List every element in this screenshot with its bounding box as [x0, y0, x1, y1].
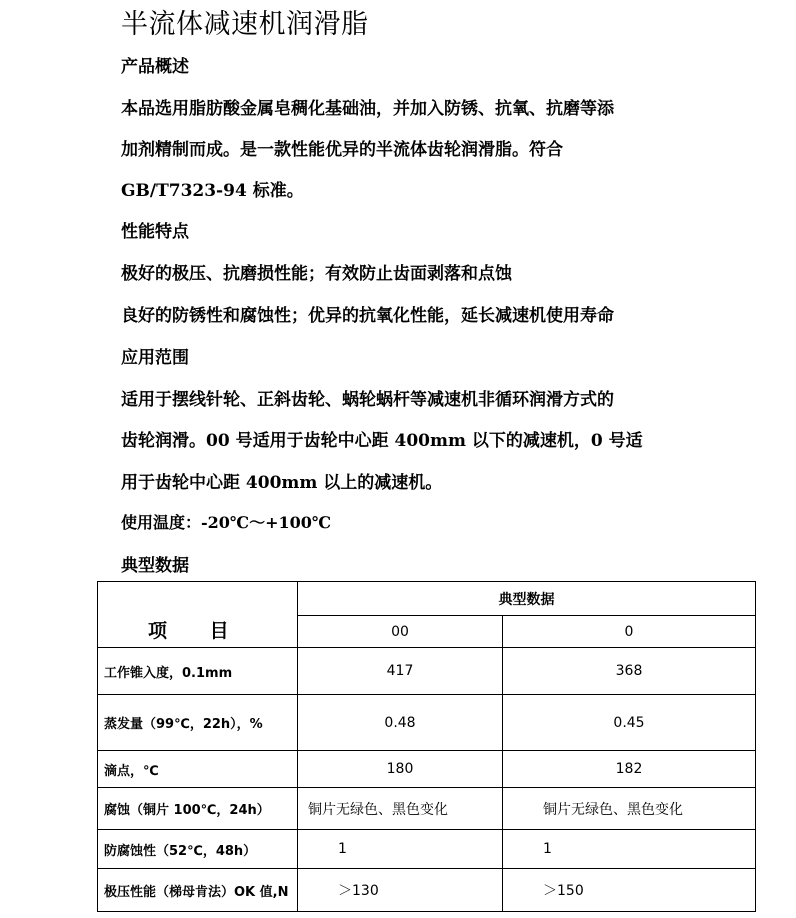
table-row — [98, 695, 756, 751]
row-value-00: 铜片无绿色、黑色变化 — [298, 788, 503, 830]
overview-line-3: GB/T7323-94 标准。 — [121, 181, 304, 201]
table-row — [98, 648, 756, 695]
row-label: 防腐蚀性（52℃，48h） — [98, 830, 298, 869]
document-title: 半流体减速机润滑脂 — [121, 9, 369, 40]
row-value-0: ＞150 — [503, 869, 756, 912]
features-heading: 性能特点 — [121, 222, 189, 242]
typical-data-heading: 典型数据 — [121, 556, 189, 576]
overview-heading: 产品概述 — [121, 57, 189, 77]
row-value-00: 180 — [298, 751, 503, 788]
row-label: 滴点，℃ — [98, 751, 298, 788]
item-header: 项 目 — [98, 582, 298, 648]
row-value-00: 1 — [298, 830, 503, 869]
row-value-0: 铜片无绿色、黑色变化 — [503, 788, 756, 830]
table-row — [98, 830, 756, 869]
group-header: 典型数据 — [298, 582, 756, 616]
grade-00-header: 00 — [298, 616, 503, 648]
typical-data-table — [97, 581, 756, 912]
row-value-00: 417 — [298, 648, 503, 695]
application-line-1: 适用于摆线针轮、正斜齿轮、蜗轮蜗杆等减速机非循环润滑方式的 — [121, 390, 614, 410]
overview-line-2: 加剂精制而成。是一款性能优异的半流体齿轮润滑脂。符合 — [121, 140, 563, 160]
row-label: 蒸发量（99℃，22h），% — [98, 695, 298, 751]
temperature-line: 使用温度：-20℃～+100℃ — [121, 513, 332, 532]
row-value-0: 1 — [503, 830, 756, 869]
application-line-2: 齿轮润滑。00 号适用于齿轮中心距 400mm 以下的减速机，0 号适 — [121, 431, 643, 451]
features-line-1: 极好的极压、抗磨损性能；有效防止齿面剥落和点蚀 — [121, 264, 512, 284]
table-row — [98, 751, 756, 788]
row-value-00: 0.48 — [298, 695, 503, 751]
row-value-0: 182 — [503, 751, 756, 788]
application-line-3: 用于齿轮中心距 400mm 以上的减速机。 — [121, 473, 443, 493]
row-value-00: ＞130 — [298, 869, 503, 912]
row-label: 极压性能（梯母肯法）OK 值,N — [98, 869, 298, 912]
grade-0-header: 0 — [503, 616, 756, 648]
table-header-row — [98, 582, 756, 616]
row-value-0: 368 — [503, 648, 756, 695]
features-line-2: 良好的防锈性和腐蚀性；优异的抗氧化性能，延长减速机使用寿命 — [121, 306, 614, 326]
row-label: 工作锥入度，0.1mm — [98, 648, 298, 695]
row-label: 腐蚀（铜片 100℃，24h） — [98, 788, 298, 830]
table-row — [98, 788, 756, 830]
application-heading: 应用范围 — [121, 348, 189, 368]
row-value-0: 0.45 — [503, 695, 756, 751]
overview-line-1: 本品选用脂肪酸金属皂稠化基础油，并加入防锈、抗氧、抗磨等添 — [121, 99, 614, 119]
table-row — [98, 869, 756, 912]
